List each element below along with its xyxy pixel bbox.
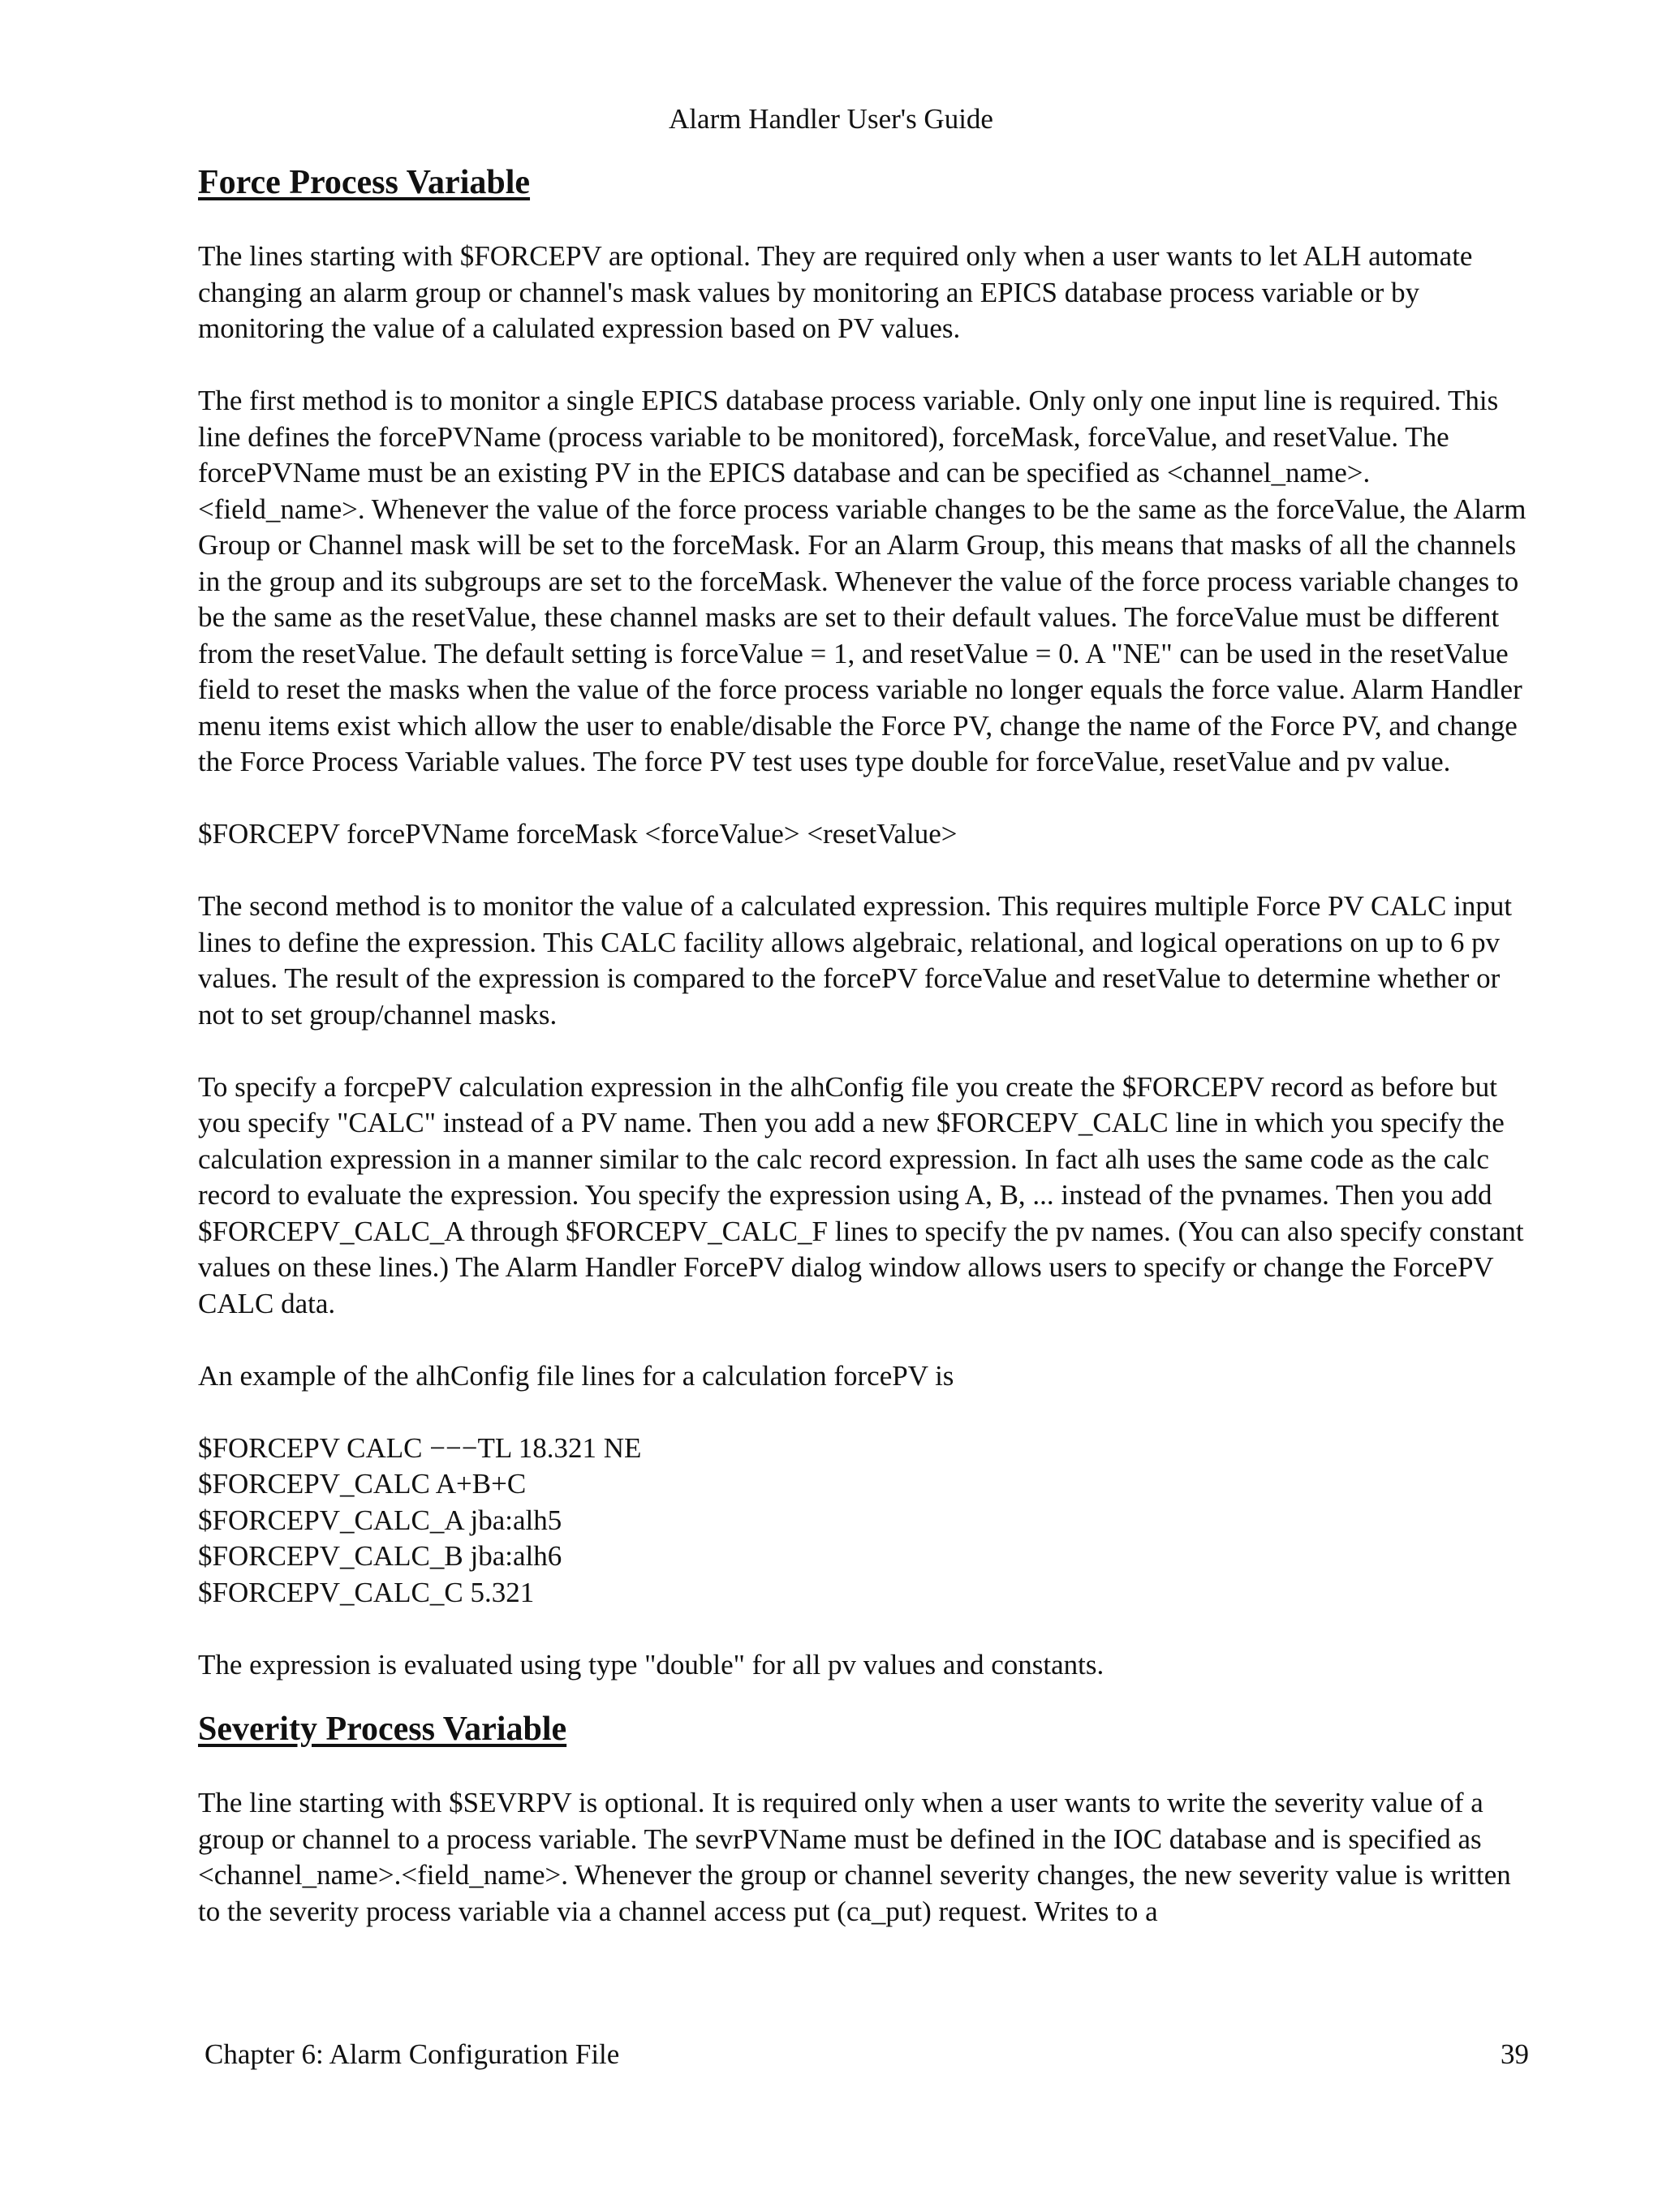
paragraph-force-first-method: The first method is to monitor a single EPICS database process variable. Only only one input line is required. This line defines the forcePVName (process variable to be monitored), forceMask, forceValue, and resetValue. The forcePVName must be an existing PV in the EPICS database and can be specified as <channel_name>.<field_name>. Whenever the value of the force process variable changes to be the same as the forceValue, the Alarm Group or Channel mask will be set to the forceMask. For an Alarm Group, this means that masks of all the channels in the group and its subgroups are set to the forceMask. Whenever the value of the force process variable changes to be the same as the resetValue, these channel masks are set to their default values. The forceValue must be different from the resetValue. The default setting is forceValue = 1, and resetValue = 0. A "NE" can be used in the resetValue field to reset the masks when the value of the force process variable no longer equals the force value. Alarm Handler menu items exist which allow the user to enable/disable the Force PV, change the name of the Force PV, and change the Force Process Variable values. The force PV test uses type double for forceValue, resetValue and pv value. [198, 385, 1526, 777]
force-syntax-line: $FORCEPV forcePVName forceMask <forceValue> <resetValue> [198, 818, 958, 850]
example-line: $FORCEPV_CALC A+B+C [198, 1468, 527, 1500]
example-line: $FORCEPV_CALC_B jba:alh6 [198, 1540, 562, 1572]
paragraph-force-calc-instructions: To specify a forcpePV calculation expression in the alhConfig file you create the $FORCEPV record as before but you specify "CALC" instead of a PV name. Then you add a new $FORCEPV_CALC line in which you specify the calculation expression in a manner similar to the calc record expression. In fact alh uses the same code as the calc record to evaluate the expression. You specify the expression using A, B, ... instead of the pvnames. Then you add $FORCEPV_CALC_A through $FORCEPV_CALC_F lines to specify the pv names. (You can also specify constant values on these lines.) The Alarm Handler ForcePV dialog window allows users to specify or change the ForcePV CALC data. [198, 1070, 1524, 1319]
paragraph-severity-intro: The line starting with $SEVRPV is optional. It is required only when a user wants to write the severity value of a group or channel to a process variable. The sevrPVName must be defined in the IOC database and is specified as <channel_name>.<field_name>. Whenever the group or channel severity changes, the new severity value is written to the severity process variable via a channel access put (ca_put) request. Writes to a [198, 1787, 1511, 1927]
page-number: 39 [1501, 2038, 1529, 2070]
footer-chapter-title: Chapter 6: Alarm Configuration File [205, 2038, 620, 2070]
example-line: $FORCEPV_CALC_C 5.321 [198, 1576, 535, 1608]
section-heading-force-process-variable: Force Process Variable [198, 164, 531, 201]
section-heading-severity-process-variable: Severity Process Variable [198, 1711, 567, 1748]
running-header: Alarm Handler User's Guide [669, 103, 993, 135]
example-line: $FORCEPV_CALC_A jba:alh5 [198, 1504, 562, 1536]
example-line: $FORCEPV CALC −−−TL 18.321 NE [198, 1431, 642, 1464]
paragraph-force-second-method: The second method is to monitor the value of a calculated expression. This requires multiple Force PV CALC input lines to define the expression. This CALC facility allows algebraic, relational, and logical operations on up to 6 pv values. The result of the expression is compared to the forcePV forceValue and resetValue to determine whether or not to set group/channel masks. [198, 890, 1513, 1031]
paragraph-force-intro: The lines starting with $FORCEPV are optional. They are required only when a user wants to let ALH automate changing an alarm group or channel's mask values by monitoring an EPICS database process variable or by monitoring the value of a calulated expression based on PV values. [198, 240, 1473, 344]
page-content [198, 161, 1529, 1930]
example-config-block [198, 1431, 1529, 1612]
paragraph-expression-type: The expression is evaluated using type "double" for all pv values and constants. [198, 1648, 1104, 1681]
paragraph-example-intro: An example of the alhConfig file lines for a calculation forcePV is [198, 1359, 954, 1392]
